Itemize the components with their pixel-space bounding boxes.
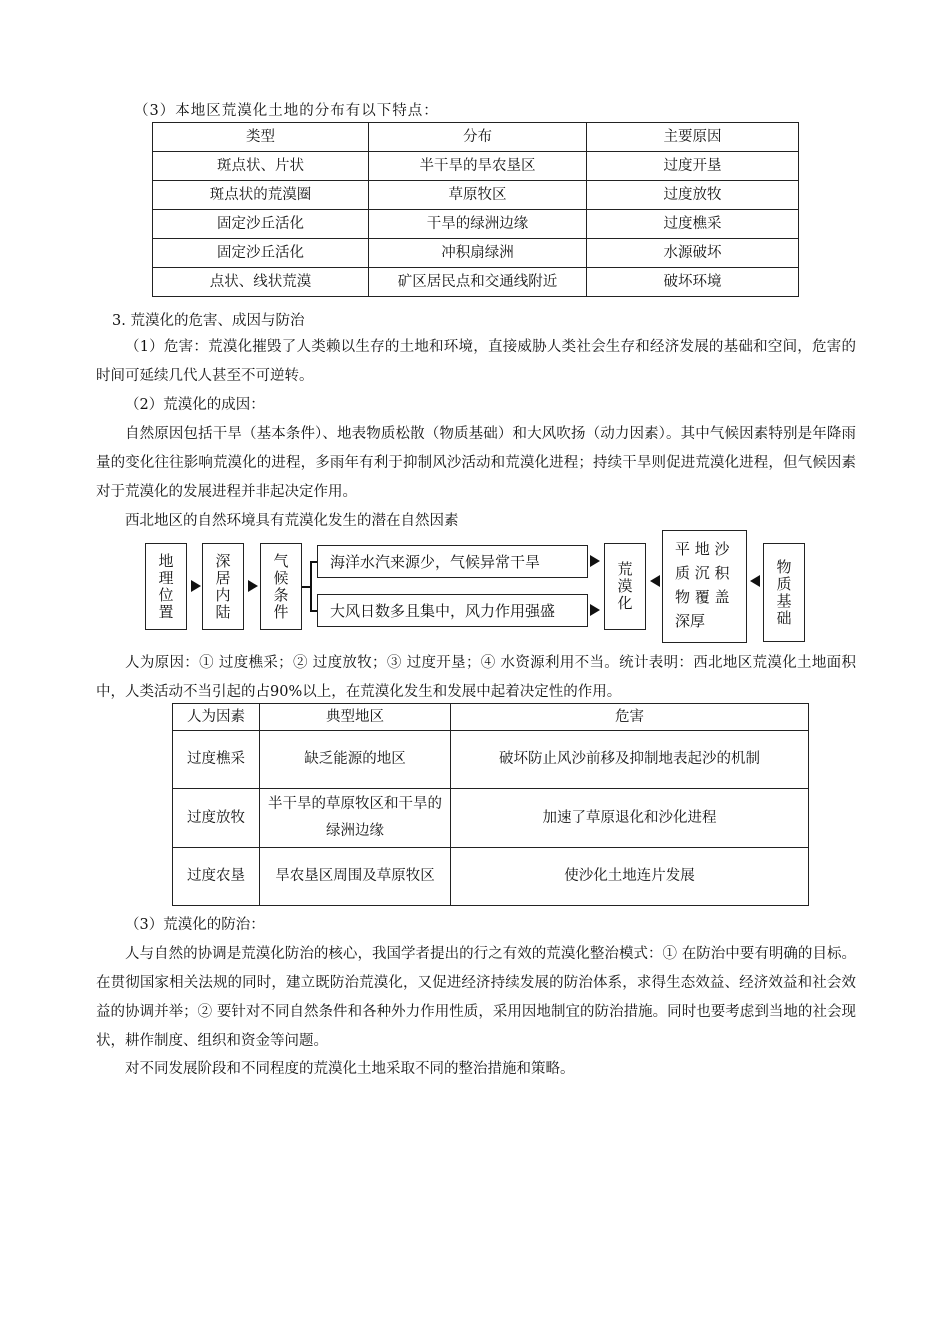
paragraph-harm: （1）危害：荒漠化摧毁了人类赖以生存的土地和环境，直接威胁人类社会生存和经济发展的基础和空间，危害的时间可延续几代人甚至不可逆转。 (96, 339, 856, 384)
table-cell: 草原牧区 (369, 181, 587, 210)
table-cell: 过度开垦 (587, 152, 799, 181)
connector-line (310, 561, 317, 563)
paragraph-final: 对不同发展阶段和不同程度的荒漠化土地采取不同的整治措施和策略。 (125, 1061, 575, 1077)
table-cell: 过度农垦 (173, 848, 260, 906)
surface-line: 物 覆 盖 (675, 588, 730, 606)
table-row (153, 268, 799, 297)
connector-line (310, 561, 312, 611)
table-row (153, 239, 799, 268)
paragraph-northwest: 西北地区的自然环境具有荒漠化发生的潜在自然因素 (125, 513, 459, 529)
diagram-box-surface-material (662, 530, 747, 643)
table-cell: 缺乏能源的地区 (260, 731, 451, 789)
table-cell: 点状、线状荒漠 (153, 268, 369, 297)
table-header: 人为因素 (173, 704, 260, 731)
arrow-right-icon (590, 555, 600, 567)
human-factors-table (172, 703, 809, 906)
distribution-table (152, 122, 799, 297)
paragraph-cause-heading: （2）荒漠化的成因： (125, 397, 265, 413)
table-header: 典型地区 (260, 704, 451, 731)
table-cell: 固定沙丘活化 (153, 210, 369, 239)
table-header: 分布 (369, 123, 587, 152)
table-row (153, 181, 799, 210)
table-header: 主要原因 (587, 123, 799, 152)
table-cell: 半干旱的草原牧区和干旱的绿洲边缘 (260, 789, 451, 848)
table-row (173, 848, 809, 906)
table-header-row (173, 704, 809, 731)
table-header: 类型 (153, 123, 369, 152)
heading-harm-cause-control: 3. 荒漠化的危害、成因与防治 (112, 313, 305, 329)
arrow-left-icon (750, 575, 760, 587)
table-cell: 过度放牧 (173, 789, 260, 848)
table-cell: 过度樵采 (587, 210, 799, 239)
surface-line: 平 地 沙 (675, 540, 730, 558)
table-cell: 破坏环境 (587, 268, 799, 297)
table-row (153, 210, 799, 239)
arrow-left-icon (650, 575, 660, 587)
table-header: 危害 (451, 704, 809, 731)
table-cell: 半干旱的旱农垦区 (369, 152, 587, 181)
diagram-box-material-basis: 物质基础 (763, 543, 805, 642)
paragraph-control: 人与自然的协调是荒漠化防治的核心，我国学者提出的行之有效的荒漠化整治模式：① 在防治中要有明确的目标。在贯彻国家相关法规的同时，建立既防治荒漠化，又促进经济持续发展的防治体系，求得生态效益、经济效益和社会效益的协调并举；② 要针对不同自然条件和各种外力作用性质，采用因地制宜的防治措施。同时也要考虑到当地的社会现状，耕作制度、组织和资金等问题。 (96, 946, 856, 1049)
surface-line: 深厚 (675, 612, 706, 630)
diagram-box-geo-location: 地理位置 (145, 543, 187, 630)
table-cell: 水源破坏 (587, 239, 799, 268)
arrow-right-icon (248, 580, 258, 592)
paragraph-natural-causes: 自然原因包括干旱（基本条件）、地表物质松散（物质基础）和大风吹扬（动力因素）。其中气候因素特别是年降雨量的变化往往影响荒漠化的进程，多雨年有利于抑制风沙活动和荒漠化进程；持续干旱则促进荒漠化进程，但气候因素对于荒漠化的发展进程并非起决定作用。 (96, 426, 856, 500)
table-cell: 矿区居民点和交通线附近 (369, 268, 587, 297)
diagram-box-wind: 大风日数多且集中，风力作用强盛 (317, 594, 588, 627)
paragraph-human-causes: 人为原因：① 过度樵采；② 过度放牧；③ 过度开垦；④ 水资源利用不当。统计表明：西北地区荒漠化土地面积中，人类活动不当引起的占90%以上，在荒漠化发生和发展中起着决定性的作用。 (96, 655, 856, 700)
table-cell: 加速了草原退化和沙化进程 (451, 789, 809, 848)
table-cell: 冲积扇绿洲 (369, 239, 587, 268)
surface-line: 质 沉 积 (675, 564, 730, 582)
table-cell: 使沙化土地连片发展 (451, 848, 809, 906)
table-cell: 旱农垦区周围及草原牧区 (260, 848, 451, 906)
arrow-right-icon (590, 604, 600, 616)
table-header-row (153, 123, 799, 152)
table-row (173, 731, 809, 789)
diagram-box-climate: 气候条件 (260, 543, 302, 630)
table-cell: 固定沙丘活化 (153, 239, 369, 268)
paragraph-control-heading: （3）荒漠化的防治： (125, 917, 265, 933)
table-cell: 过度放牧 (587, 181, 799, 210)
table-cell: 斑点状的荒漠圈 (153, 181, 369, 210)
table-row (153, 152, 799, 181)
diagram-box-moisture: 海洋水汽来源少，气候异常干旱 (317, 545, 588, 578)
table-cell: 破坏防止风沙前移及抑制地表起沙的机制 (451, 731, 809, 789)
connector-line (310, 610, 317, 612)
section-heading-distribution: （3）本地区荒漠化土地的分布有以下特点： (134, 103, 439, 119)
diagram-box-desertification: 荒漠化 (604, 543, 646, 630)
table-cell: 过度樵采 (173, 731, 260, 789)
diagram-box-inland: 深居内陆 (202, 543, 244, 630)
table-cell: 斑点状、片状 (153, 152, 369, 181)
connector-line (302, 586, 310, 588)
table-cell: 干旱的绿洲边缘 (369, 210, 587, 239)
table-row (173, 789, 809, 848)
arrow-right-icon (191, 580, 201, 592)
